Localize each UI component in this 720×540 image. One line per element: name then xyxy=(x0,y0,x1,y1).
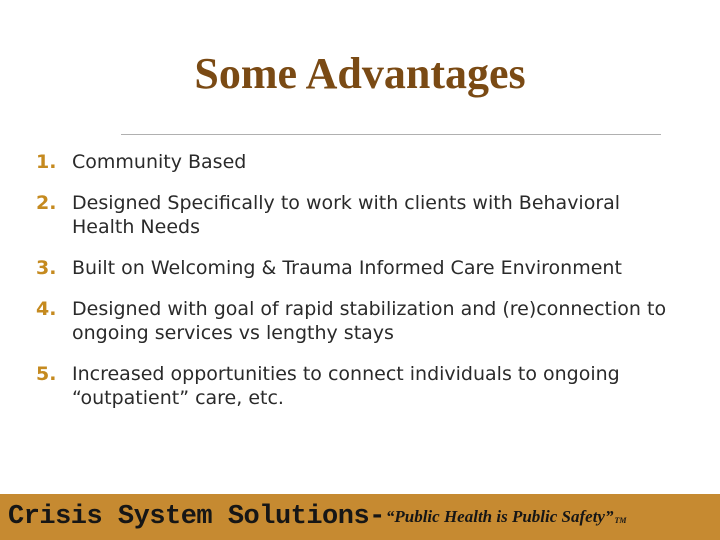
slide-title: Some Advantages xyxy=(194,49,526,98)
footer-trademark: TM xyxy=(614,515,627,525)
list-item-number: 2. xyxy=(36,192,57,214)
list-item xyxy=(36,150,676,174)
list-item-number: 4. xyxy=(36,298,57,320)
list-item-text: Designed with goal of rapid stabilization and (re)connection to ongoing services vs lengthy stays xyxy=(72,298,667,344)
list-item-number: 3. xyxy=(36,257,57,279)
footer-tagline: “Public Health is Public Safety” xyxy=(385,507,614,526)
advantages-list xyxy=(36,150,676,427)
list-item xyxy=(36,362,676,410)
list-item-number: 5. xyxy=(36,363,57,385)
list-item-text: Community Based xyxy=(72,151,247,173)
list-item-text: Built on Welcoming & Trauma Informed Care Environment xyxy=(72,257,622,279)
footer-banner xyxy=(0,494,720,540)
list-item xyxy=(36,191,676,239)
footer-brand: Crisis System Solutions- xyxy=(8,502,385,532)
title-divider xyxy=(121,134,661,135)
list-item-text: Increased opportunities to connect individuals to ongoing “outpatient” care, etc. xyxy=(72,363,620,409)
list-item-number: 1. xyxy=(36,151,57,173)
list-item xyxy=(36,256,676,280)
list-item xyxy=(36,297,676,345)
list-item-text: Designed Specifically to work with clients with Behavioral Health Needs xyxy=(72,192,621,238)
